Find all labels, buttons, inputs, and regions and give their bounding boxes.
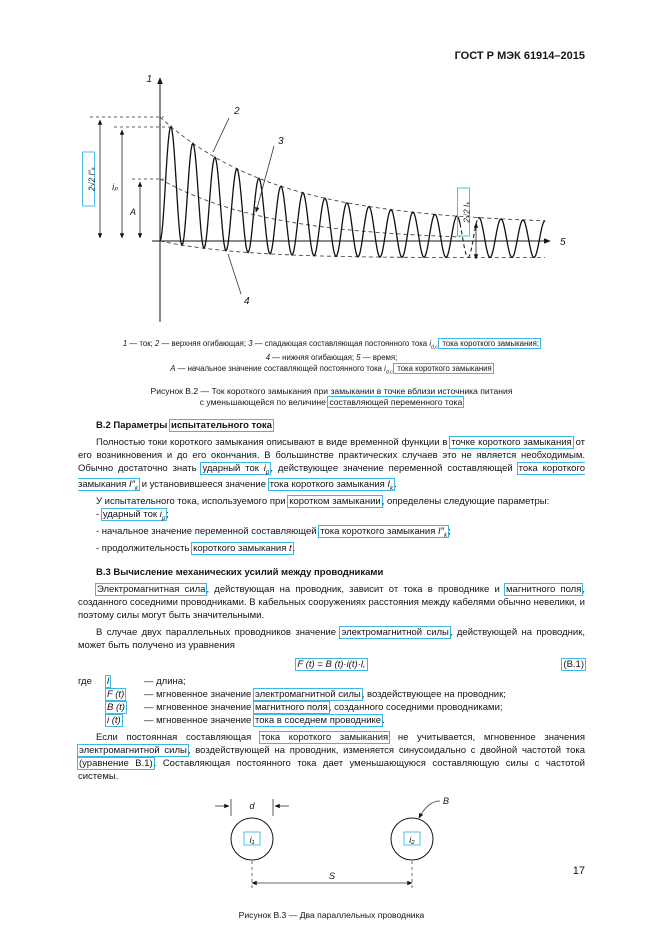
where-var: F (t): [107, 689, 125, 701]
b-field-label: B: [442, 796, 449, 807]
label-5: 5: [559, 237, 566, 248]
waveform-break: [460, 218, 478, 257]
list-item: - продолжительность короткого замыкания t.: [96, 543, 296, 555]
page-number: 17: [572, 865, 585, 877]
leader-2: [213, 118, 229, 152]
equation-b1: F (t) = B (t)·i(t)·l,: [297, 659, 366, 671]
section-b3-paragraph-3: Если постоянная составляющая тока короткого замыкания не учитывается, мгновенное значения электромагнитной силы, воздействующей на проводник, изменяется синусоидально с двойной частотой тока (уравнение В.1). Составляющая постоянного тока дает уменьшающуюся составляющую силы с частотой системы.: [78, 732, 585, 783]
where-keyword-spacer: [78, 688, 106, 701]
list-item: - начальное значение переменной составляющей тока короткого замыкания $I''_k$;: [96, 526, 451, 540]
dim-label-left-outer-group: [82, 152, 96, 206]
where-definition: — длина;: [144, 676, 186, 688]
conductors-canvas: [182, 793, 482, 897]
label-4: 4: [243, 296, 250, 307]
figure-b3-caption: Рисунок В.3 — Два параллельных проводника: [238, 910, 425, 921]
conductor-2-label: i₂: [408, 835, 415, 846]
definitions-block: [78, 675, 585, 727]
figure-b2-caption-line2: с уменьшающейся по величине составляющей переменного тока: [199, 396, 463, 407]
s-label: S: [328, 871, 335, 882]
figure-b2-caption: [78, 386, 585, 408]
legend-line-3: А — начальное значение составляющей постоянного тока $i_{d.c.}$ тока короткого замыкания: [170, 363, 492, 376]
section-b3: [78, 566, 585, 783]
dim-label-A: A: [129, 207, 136, 217]
where-row: [78, 675, 585, 688]
label-1: 1: [145, 74, 152, 85]
dim-label-2sqrt2-Ik: 2√2 Iₖ: [462, 201, 472, 223]
where-row: [78, 688, 585, 701]
dim-label-right-group: [457, 188, 471, 236]
where-definition: — мгновенное значение тока в соседнем проводнике.: [144, 715, 385, 727]
section-b2-list-intro: У испытательного тока, используемого при коротком замыкании, определены следующие параметры:: [96, 496, 550, 508]
dc-component-curve: [160, 179, 460, 237]
dim-label-2sqrt2-Ik2: 2√2 I″ₖ: [87, 167, 97, 191]
section-b3-paragraph-1: Электромагнитная сила, действующая на проводник, зависит от тока в проводнике и магнитного поля, созданного соседними проводниками. В кабельных сооружениях расстояния между кабелями обычно невелики, и поэтому силы могут быть значительными.: [78, 584, 585, 622]
figure-b2-legend: [78, 339, 585, 378]
figure-b3-conductors: [78, 793, 585, 902]
doc-code: ГОСТ Р МЭК 61914–2015: [454, 50, 585, 62]
where-var: i (t): [107, 715, 121, 727]
where-keyword-spacer: [78, 701, 106, 714]
b-field-arrow: [419, 801, 440, 818]
current-waveform: [160, 127, 460, 258]
list-item: - ударный ток $i_p$;: [96, 509, 169, 523]
d-label: d: [248, 801, 255, 812]
label-3: 3: [277, 136, 284, 147]
legend-line-1: 1 — ток; 2 — верхняя огибающая; 3 — спадающая составляющая постоянного тока $i_{d.c.}$ тока короткого замыкания;: [122, 339, 540, 351]
section-b3-paragraph-2: В случае двух параллельных проводников значение электромагнитной силы, действующей на проводник, может быть получено из уравнения: [78, 627, 585, 652]
figure-b2-waveform: [78, 66, 585, 337]
dim-label-ip: iₚ: [111, 182, 118, 192]
waveform-canvas: [82, 66, 582, 332]
where-keyword-spacer: [78, 714, 106, 727]
where-definition: — мгновенное значение магнитного поля, созданного соседними проводниками;: [144, 702, 503, 714]
leader-4: [228, 254, 241, 294]
section-b2-heading: В.2 Параметры испытательного тока: [96, 419, 272, 431]
where-keyword: где: [78, 676, 92, 688]
section-b2-paragraph-1: Полностью токи короткого замыкания описывают в виде временной функции в точке короткого замыкания от его возникновения и до его окончания. В большинстве практических случаев это не является необходимым. Обычно достаточно знать ударный ток $i_p$, действующее значение переменной составляющей тока короткого замыкания $I''_k$ и установившееся значение тока короткого замыкания $I_k$.: [78, 436, 585, 493]
where-row: [78, 701, 585, 714]
figure-b2-caption-line1: Рисунок В.2 — Ток короткого замыкания при замыкании в точке вблизи источника питания: [150, 385, 513, 396]
label-2: 2: [233, 106, 240, 117]
section-b3-heading: В.3 Вычисление механических усилий между проводниками: [96, 567, 384, 579]
section-b2: [78, 419, 585, 556]
where-var: B (t): [107, 702, 125, 714]
conductor-1-label: i₁: [249, 835, 254, 846]
equation-b1-row: [78, 658, 585, 671]
equation-number: (В.1): [563, 659, 584, 671]
where-row: [78, 714, 585, 727]
where-definition: — мгновенное значение электромагнитной силы, воздействующее на проводник;: [144, 689, 506, 701]
legend-line-2: 4 — нижняя огибающая; 5 — время;: [265, 353, 398, 363]
where-var: l: [107, 676, 110, 688]
steady-state-waveform: [478, 218, 545, 258]
